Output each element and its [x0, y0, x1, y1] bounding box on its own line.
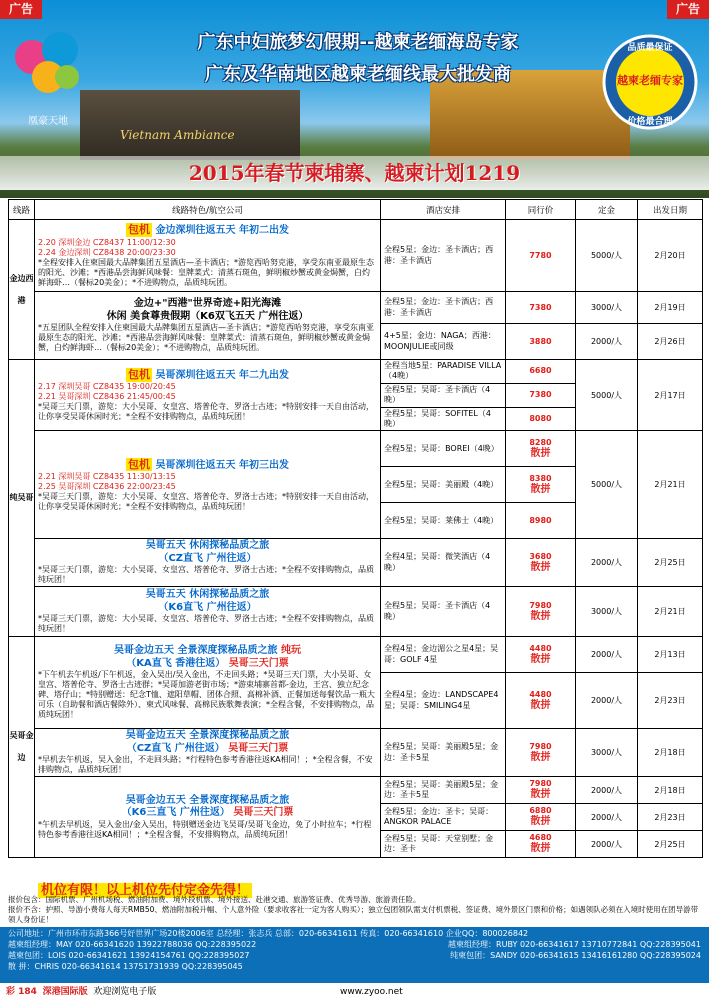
hotel-r5b: 全程5星；吴哥：美丽殿（4晚） [381, 467, 506, 503]
site-link[interactable]: www.zyoo.net [340, 987, 403, 997]
deposit-r2: 3000/人 [576, 292, 638, 324]
price-r10b: 6880 散拼 [506, 804, 576, 831]
hotel-r10a: 全程5星；吴哥：美丽殿5星；金边：圣卡5星 [381, 777, 506, 804]
hotel-r3: 4+5星；金边：NAGA；西港：MOONJULIE或同级 [381, 324, 506, 360]
table-row [9, 729, 703, 777]
hotel-r1: 全程5星；金边：圣卡酒店；西港：圣卡酒店 [381, 220, 506, 292]
table-row [9, 360, 703, 384]
group-pure-angkor: 纯吴哥 [9, 360, 35, 637]
hotel-r8a: 全程4星；金边湄公之星4星；吴哥：GOLF 4星 [381, 637, 506, 673]
brand-name: 凰豪天地 [28, 116, 68, 127]
table-row [9, 539, 703, 587]
headline-line2: 广东及华南地区越柬老缅线最大批发商 [205, 64, 511, 85]
table-row [9, 777, 703, 804]
date-r3: 2月26日 [638, 324, 703, 360]
price-r5b: 8380 散拼 [506, 467, 576, 503]
price-r4c: 8080 [506, 407, 576, 431]
hotel-r8b: 全程4星；金边：LANDSCAPE4星；吴哥：SMILING4星 [381, 673, 506, 729]
table-row [9, 637, 703, 673]
table-row [9, 292, 703, 324]
date-r4: 2月17日 [638, 360, 703, 431]
limited-seats-note: 机位有限！以上机位先付定金先得！ [38, 879, 252, 898]
deposit-r10a: 2000/人 [576, 777, 638, 804]
ad-tag-left: 广告 [0, 0, 42, 19]
title-ribbon [0, 156, 709, 190]
route-table [8, 199, 703, 858]
route-r5: 包机 吴哥深圳往返五天 年初三出发 2.21 深圳吴哥 CZ8435 11:30/13:15 2.25 吴哥深圳 CZ8436 22:00/23:45 *吴哥三天门票，游览：大小吴哥、女皇宫、塔普伦寺、罗洛士古迹；*特别安排一天自由活动，让你享受吴哥休闲时光；*全程不安排购物点，品质纯玩团！ [35, 431, 381, 539]
price-excludes: 报价不含：护照、导游小费每人每天RMB50、燃油附加税升幅、个人意外险（要求收客社一定为客人购买）；独立包团领队需支付机票税、签证费、境外景区门票和价格；如遇领队必须在入境时使用在团导游带领人身份证！ [8, 905, 699, 925]
header-banner [0, 0, 709, 198]
price-r5a: 8280 散拼 [506, 431, 576, 467]
deposit-r5: 5000/人 [576, 431, 638, 539]
col-deposit: 定金 [576, 200, 638, 220]
ribbon-title: 2015年春节柬埔寨、越柬计划1219 [188, 161, 521, 185]
route-r7: 吴哥五天 休闲探秘品质之旅 （K6直飞 广州往返） *吴哥三天门票，游览：大小吴哥、女皇宫、塔普伦寺、罗洛士古迹；*全程不安排购物点，品质纯玩团！ [35, 587, 381, 637]
date-r5: 2月21日 [638, 431, 703, 539]
col-features: 线路特色/航空公司 [35, 200, 381, 220]
price-r6: 3680 散拼 [506, 539, 576, 587]
route-r8: 吴哥金边五天 全景深度探秘品质之旅 纯玩 （KA直飞 香港往返） 吴哥三天门票 *下午机去午机返/下午机返，金入吴出/吴入金出，不走回头路；*吴哥三天门票，大小吴哥、女皇宫、塔普伦寺、罗洛士古迹群；*吴哥加游老街市场；*游束埔寨首都-金边，王宫、独立纪念碑、塔仔山；*特别赠送：纪念T恤、遮阳草帽、团体合照、高棉补酒、正餐加送每餐饮品一瓶大可乐（自助餐和酒店餐除外）、柬式风味餐、高棉民族歌舞表演；*全程含餐，不安排购物点，品质纯玩团！ [35, 637, 381, 729]
paper-name: 深港国际版 [42, 987, 88, 997]
price-r4b: 7380 [506, 383, 576, 407]
price-r10c: 4680 散拼 [506, 831, 576, 858]
company-address: 公司地址：广州市环市东路366号好世界广场20楼2006室 总经理：张志兵 总部：020-66341611 传真：020-66341610 企业QQ：800026842 [8, 929, 529, 938]
date-r8b: 2月23日 [638, 673, 703, 729]
headline-line1: 广东中妇旅梦幻假期--越柬老缅海岛专家 [197, 32, 519, 53]
hotel-r4c: 全程5星；吴哥：SOFITEL（4晚） [381, 407, 506, 431]
deposit-r1: 5000/人 [576, 220, 638, 292]
hotel-r5c: 全程5星；吴哥：莱佛士（4晚） [381, 503, 506, 539]
price-r8b: 4480 散拼 [506, 673, 576, 729]
table-header-row [9, 200, 703, 220]
contact-row: 越柬组经理：MAY 020-66341620 13922788036 QQ:228395022 越柬组经理：RUBY 020-66341617 13710772841 QQ:228395041 [8, 940, 701, 949]
page-footer [0, 984, 709, 1000]
route-r2: 金边+"西港"世界奇迹+阳光海滩 休闲 美食尊贵假期（K6双飞五天 广州往返） *五星团队全程安排入住柬国最大品牌集团五星酒店—圣卡酒店；*游览西哈努克港，享受东南亚最原生态的阳光、沙滩；*西港品尝海鲜风味餐：皇牌菜式：清蒸石斑鱼，鲜明椒炒蟹或黄金焗蟹，白灼鲜海虾…（餐标20美金）；*不进购物点，品质纯玩团。 [35, 292, 381, 360]
deposit-r8a: 2000/人 [576, 637, 638, 673]
price-r4a: 6680 [506, 360, 576, 384]
col-hotel: 酒店安排 [381, 200, 506, 220]
hotel-r4b: 全程5星；吴哥：圣卡酒店（4晚） [381, 383, 506, 407]
date-r8a: 2月13日 [638, 637, 703, 673]
date-r7: 2月21日 [638, 587, 703, 637]
quality-seal [600, 32, 700, 132]
route-r10: 吴哥金边五天 全景深度探秘品质之旅 （K6三直飞 广州往返） 吴哥三天门票 *午机去早机返，吴入金出/金入吴出，特别赠送金边飞吴哥/吴哥飞金边，免了小时拉车；*行程特色参考香港往返KA相同！；*全程含餐，不安排购物点，品质纯玩团！ [35, 777, 381, 858]
price-r5c: 8980 [506, 503, 576, 539]
route-r4: 包机 吴哥深圳往返五天 年二九出发 2.17 深圳吴哥 CZ8435 19:00/20:45 2.21 吴哥深圳 CZ8436 21:45/00:45 *吴哥三天门票，游览：大小吴哥、女皇宫、塔普伦寺、罗洛士古迹；*特别安排一天自由活动，让你享受吴哥休闲时光；*全程不安排购物点，品质纯玩团！ [35, 360, 381, 431]
contact-row: 散 拼：CHRIS 020-66341614 13751731939 QQ:228395045 [8, 962, 243, 971]
date-r10c: 2月25日 [638, 831, 703, 858]
price-r9: 7980 散拼 [506, 729, 576, 777]
hotel-r5a: 全程5星；吴哥：BOREI（4晚） [381, 431, 506, 467]
hotel-r4a: 全程当地5星：PARADISE VILLA（4晚） [381, 360, 506, 384]
hotel-r10b: 全程5星；金边：圣卡；吴哥：ANGKOR PALACE [381, 804, 506, 831]
col-date: 出发日期 [638, 200, 703, 220]
price-r10a: 7980 散拼 [506, 777, 576, 804]
brand-logo-icon [12, 22, 84, 117]
date-r9: 2月18日 [638, 729, 703, 777]
ad-tag-right: 广告 [667, 0, 709, 19]
date-r6: 2月25日 [638, 539, 703, 587]
deposit-r4: 5000/人 [576, 360, 638, 431]
contact-row: 越柬包团：LOIS 020-66341621 13924154761 QQ:228395027 纯柬包团：SANDY 020-66341615 13416161280 QQ:228395024 [8, 951, 701, 960]
deposit-r7: 3000/人 [576, 587, 638, 637]
date-r1: 2月20日 [638, 220, 703, 292]
price-r8a: 4480 散拼 [506, 637, 576, 673]
date-r10a: 2月18日 [638, 777, 703, 804]
hotel-r7: 全程5星；吴哥：圣卡酒店（4晚） [381, 587, 506, 637]
price-r3: 3880 [506, 324, 576, 360]
price-includes: 报价包含：国际机票、广州机场税、燃油附加费、境外段机票、境外接送、赴港交通、旅游签证费、优秀导游、旅游责任险。 [8, 895, 421, 904]
date-r2: 2月19日 [638, 292, 703, 324]
group-angkor-phnompenh: 吴哥金边 [9, 637, 35, 858]
price-terms [8, 895, 702, 925]
deposit-r3: 2000/人 [576, 324, 638, 360]
hotel-r10c: 全程5星；吴哥：天堂别墅；金边：圣卡 [381, 831, 506, 858]
price-r7: 7980 散拼 [506, 587, 576, 637]
contact-bar [0, 927, 709, 983]
script-name: Vietnam Ambiance [120, 128, 235, 142]
price-r1: 7780 [506, 220, 576, 292]
group-jinbian-xigang: 金边西港 [9, 220, 35, 360]
deposit-r10b: 2000/人 [576, 804, 638, 831]
table-row [9, 220, 703, 292]
deposit-r6: 2000/人 [576, 539, 638, 587]
deposit-r9: 3000/人 [576, 729, 638, 777]
hotel-r2: 全程5星；金边：圣卡酒店；西港：圣卡酒店 [381, 292, 506, 324]
hotel-r6: 全程4星；吴哥：微笑酒店（4晚） [381, 539, 506, 587]
col-route: 线路 [9, 200, 35, 220]
page-number: 彩 184 [6, 987, 37, 997]
seal-main-text: 越柬老缅专家 [617, 74, 683, 87]
route-r1: 包机 金边深圳往返五天 年初二出发 2.20 深圳金边 CZ8437 11:00/12:30 2.24 金边深圳 CZ8438 20:00/23:30 *全程安排入住柬国最大品牌集团五星酒店—圣卡酒店；*游览西哈努克港，享受东南亚最原生态的阳光、沙滩；*西港品尝海鲜风味餐：皇牌菜式：清蒸石斑鱼，鲜明椒炒蟹或黄金焗蟹，白灼鲜海虾…（餐标20美金）；*不进购物点，品质纯玩团。 [35, 220, 381, 292]
price-r2: 7380 [506, 292, 576, 324]
seal-top-text: 品质最保证 [627, 43, 673, 53]
table-row [9, 587, 703, 637]
angkor-temple-image [80, 90, 300, 160]
seal-bottom-text: 价格最合理 [627, 117, 673, 127]
welcome-text: 欢迎浏览电子版 [93, 987, 157, 997]
hotel-r9: 全程5星；吴哥：美丽殿5星；金边：圣卡5星 [381, 729, 506, 777]
deposit-r8b: 2000/人 [576, 673, 638, 729]
col-price: 同行价 [506, 200, 576, 220]
route-r6: 吴哥五天 休闲探秘品质之旅 （CZ直飞 广州往返） *吴哥三天门票，游览：大小吴哥、女皇宫、塔普伦寺、罗洛士古迹；*全程不安排购物点，品质纯玩团！ [35, 539, 381, 587]
deposit-r10c: 2000/人 [576, 831, 638, 858]
table-row [9, 431, 703, 467]
route-r9: 吴哥金边五天 全景深度探秘品质之旅 （CZ直飞 广州往返） 吴哥三天门票 *早机去午机返，吴入金出，不走回头路；*行程特色参考香港往返KA相同！；*全程含餐，不安排购物点，品质纯玩团！ [35, 729, 381, 777]
date-r10b: 2月23日 [638, 804, 703, 831]
